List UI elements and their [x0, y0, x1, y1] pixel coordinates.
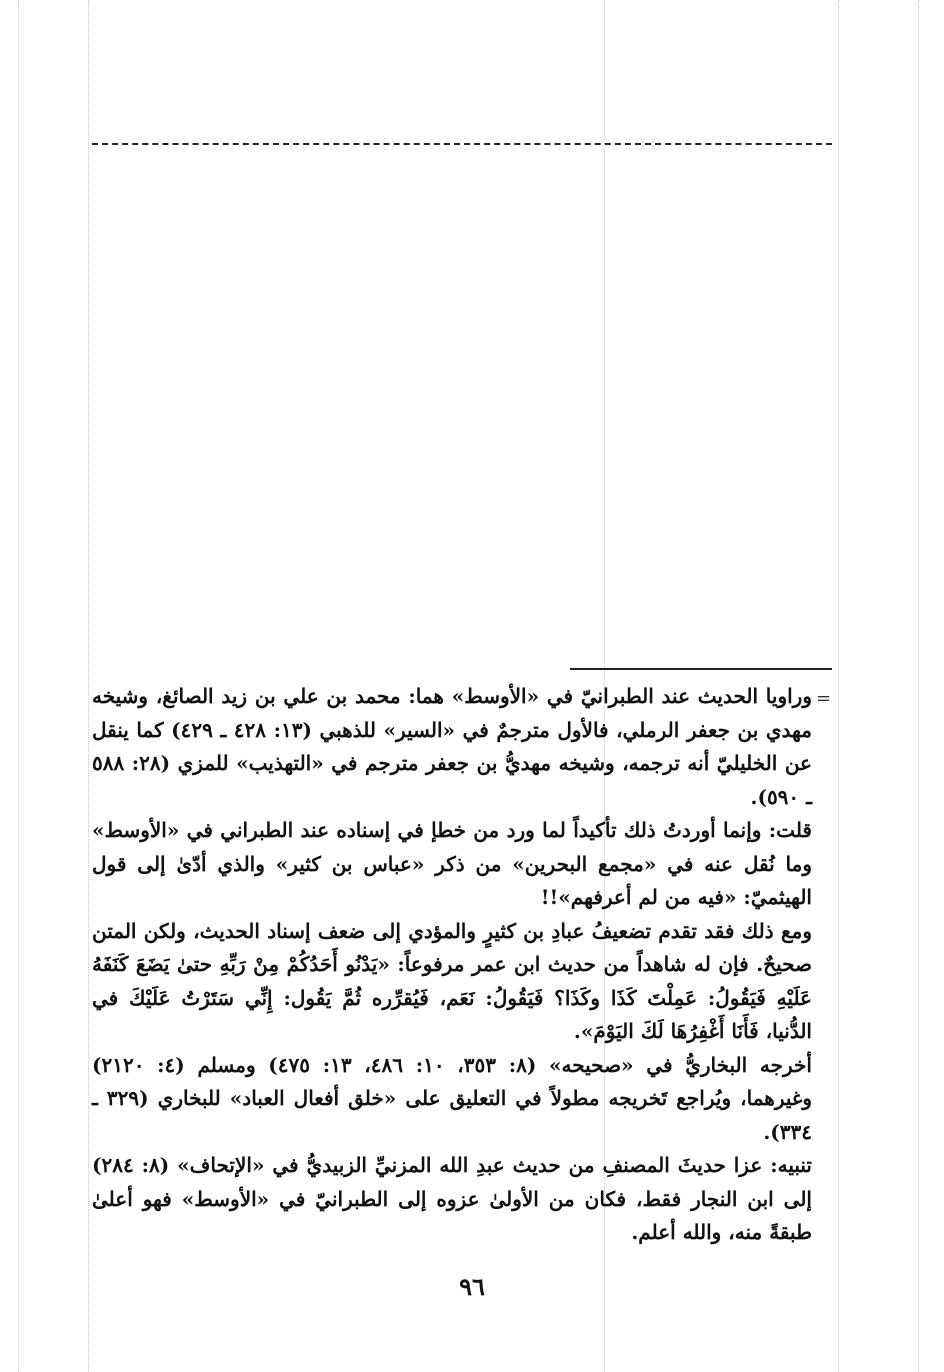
- footnote-continuation-mark: =: [816, 688, 832, 709]
- footnote-paragraph: أخرجه البخاريُّ في «صحيحه» (٨: ٣٥٣، ١٠: ٤٨٦، ١٣: ٤٧٥) ومسلم (٤: ٢١٢٠) وغيرهما، ويُراجع تَخريجه مطولاً في التعليق على «خلق أفعال العباد» للبخاري (٣٢٩ ـ ٣٣٤).: [92, 1052, 813, 1144]
- footnote-rule: [570, 668, 832, 670]
- footnote-paragraph: وراويا الحديث عند الطبرانيّ في «الأوسط» هما: محمد بن علي بن زيد الصائغ، وشيخه مهدي بن جعفر الرملي، فالأول مترجمٌ في «السير» للذهبي (١٣: ٤٢٨ ـ ٤٢٩) كما ينقل عن الخليليّ أنه ترجمه، وشيخه مهديُّ بن جعفر مترجم في «التهذيب» للمزي (٢٨: ٥٨٨ ـ ٥٩٠).: [92, 684, 812, 809]
- footnote-paragraph: ومع ذلك فقد تقدم تضعيفُ عبادِ بن كثيرٍ والمؤدي إلى ضعف إسناد الحديث، ولكن المتن صحيحٌ. فإن له شاهداً من حديث ابن عمر مرفوعاً: «يَدْنُو أَحَدُكُمْ مِنْ رَبِّهِ حتىٰ يَضَعَ كَنَفَهُ عَلَيْهِ فَيَقُولُ: عَمِلْتَ كَذَا وكَذَا؟ فَيَقُولُ: نَعَم، فَيُقرِّره ثُمَّ يَقُول: إِنِّي سَتَرْتُ عَلَيْكَ في الدُّنيا، فَأَنَا أَغْفِرُهَا لَكَ اليَوْمَ».: [92, 918, 812, 1043]
- scan-guide-line: [18, 0, 19, 1372]
- footnote-text: [92, 680, 812, 1250]
- page-number: ٩٦: [459, 1272, 485, 1301]
- scan-guide-line: [838, 0, 839, 1372]
- scan-guide-line: [918, 0, 919, 1372]
- scan-guide-line: [88, 0, 89, 1372]
- dashed-separator: [92, 143, 832, 145]
- footnote-paragraph: تنبيه: عزا حديثَ المصنفِ من حديث عبدِ الله المزنيِّ الزبيديُّ في «الإتحاف» (٨: ٢٨٤) إلى ابن النجار فقط، فكان من الأولىٰ عزوه إلى الطبرانيّ في «الأوسط» فهو أعلىٰ طبقةً منه، والله أعلم.: [92, 1153, 812, 1244]
- footnote-paragraph: قلت: وإنما أوردتُ ذلك تأكيداً لما ورد من خطإ في إسناده عند الطبراني في «الأوسط» وما نُقل عنه في «مجمع البحرين» من ذكر «عباس بن كثير» والذي أدّىٰ إلى قول الهيثميّ: «فيه من لم أعرفهم»!!: [92, 818, 812, 909]
